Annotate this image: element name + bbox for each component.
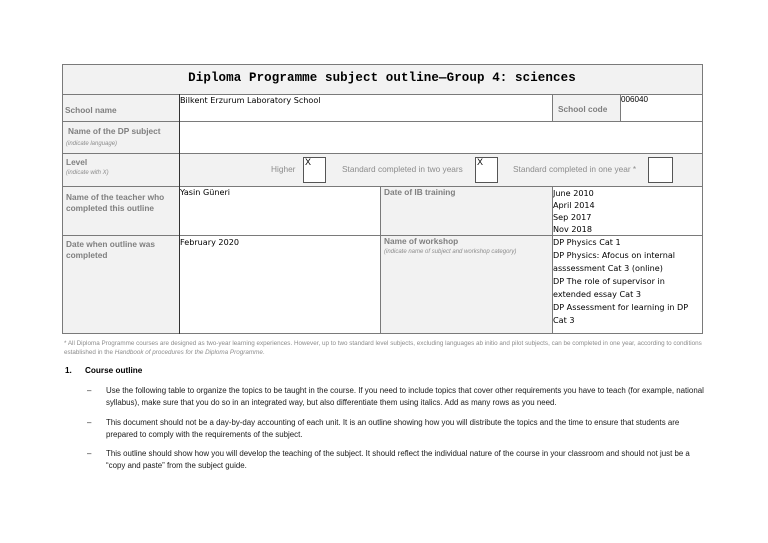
footnote-handbook-title: Handbook of procedures for the Diploma Programme [114,348,263,356]
workshop-line: DP Physics Cat 1 [553,237,621,247]
school-name-value: Bilkent Erzurum Laboratory School [180,95,321,105]
table-border [62,64,702,65]
section-heading [65,366,72,375]
subject-value-cell[interactable] [179,121,702,153]
school-name-label-cell [62,94,179,121]
subject-label: Name of the DP subject [68,126,161,136]
table-border [62,64,63,334]
x-mark-icon: X [477,157,484,167]
ib-training-date: April 2014 [553,200,595,210]
table-border [552,94,553,121]
table-border [62,186,702,187]
ib-training-date: Sep 2017 [553,212,592,222]
ib-training-label: Date of IB training [384,187,456,197]
footnote [64,340,704,357]
school-code-value: 006040 [621,95,649,104]
teacher-value: Yasin Güneri [180,187,231,197]
workshop-line: DP The role of supervisor in [553,276,665,286]
bullet-text: This document should not be a day-by-day accounting of each unit. It is an outline showing how you will distribute the topics and the time to ensure that students are prepared to comply with the requirements of the subject. [106,418,680,439]
bullet-text: Use the following table to organize the topics to be taught in the course. If you need to include topics that cover other requirements you have to teach (for example, national syllabus), make sure that you do so in an integrated way, but also differentiate them using italics. Add as many rows as you need. [106,386,704,407]
level-hint: (indicate with X) [66,170,109,176]
workshop-label: Name of workshop [384,236,459,246]
table-border [702,64,703,334]
table-border [62,153,702,154]
level-label-cell [62,153,179,186]
ib-training-value-cell[interactable] [552,186,702,235]
workshop-line: Cat 3 [553,315,575,325]
table-border [62,333,703,334]
dash-icon: – [87,418,92,427]
workshop-value-cell[interactable] [552,235,702,333]
workshop-line: DP Assessment for learning in DP [553,302,689,312]
ib-training-date: Nov 2018 [553,224,592,234]
table-border [620,94,621,121]
completion-value-cell[interactable] [179,235,380,333]
table-border [62,121,702,122]
completion-label-cell [62,235,179,333]
section-number: 1. [65,366,72,375]
level-options-cell [179,153,702,186]
workshop-line: extended essay Cat 3 [553,289,641,299]
dash-icon: – [87,449,92,458]
footnote-text: * All Diploma Programme courses are designed as two-year learning experiences. However, up to two standard level subjects, excluding languages ab initio and pilot subjects, can be completed in one year, according to conditions established in the [64,340,702,356]
table-border [62,94,702,95]
school-name-label: School name [65,105,117,115]
level-sl-two-years-checkbox[interactable] [475,157,498,183]
level-higher-checkbox[interactable] [303,157,326,183]
footnote-end: . [262,348,265,356]
table-border [62,235,702,236]
x-mark-icon: X [305,157,312,167]
subject-hint: (indicate language) [66,141,118,147]
level-sl-one-year-label: Standard completed in one year * [513,164,637,174]
workshop-label-cell [380,235,552,333]
level-label: Level [66,157,88,167]
completion-label: Date when outline was completed [66,239,155,260]
school-code-label: School code [558,104,608,114]
document-title: Diploma Programme subject outline—Group 4: sciences [188,71,576,85]
level-higher-label: Higher [271,164,296,174]
completion-value: February 2020 [180,237,240,247]
subject-label-cell [62,121,179,153]
level-sl-one-year-checkbox[interactable] [648,157,673,183]
ib-training-date: June 2010 [553,188,594,198]
ib-training-label-cell [380,186,552,235]
teacher-value-cell[interactable] [179,186,380,235]
workshop-line: DP Physics: Afocus on internal [553,250,676,260]
school-code-label-cell [552,94,620,121]
table-border [552,186,553,334]
teacher-label: Name of the teacher who completed this outline [66,192,165,213]
bullet-text: This outline should show how you will develop the teaching of the subject. It should reflect the individual nature of the course in your classroom and should not just be a “copy and paste” from the subject guide. [106,449,690,470]
workshop-hint: (indicate name of subject and workshop category) [384,249,517,255]
dash-icon: – [87,386,92,395]
table-border [179,94,180,334]
workshop-line: asssessment Cat 3 (online) [553,263,663,273]
school-code-value-cell[interactable] [620,94,702,121]
level-sl-two-years-label: Standard completed in two years [342,164,463,174]
school-name-value-cell[interactable] [179,94,552,121]
teacher-label-cell [62,186,179,235]
section-title: Course outline [85,366,143,375]
table-border [380,186,381,334]
title-row [62,64,702,94]
